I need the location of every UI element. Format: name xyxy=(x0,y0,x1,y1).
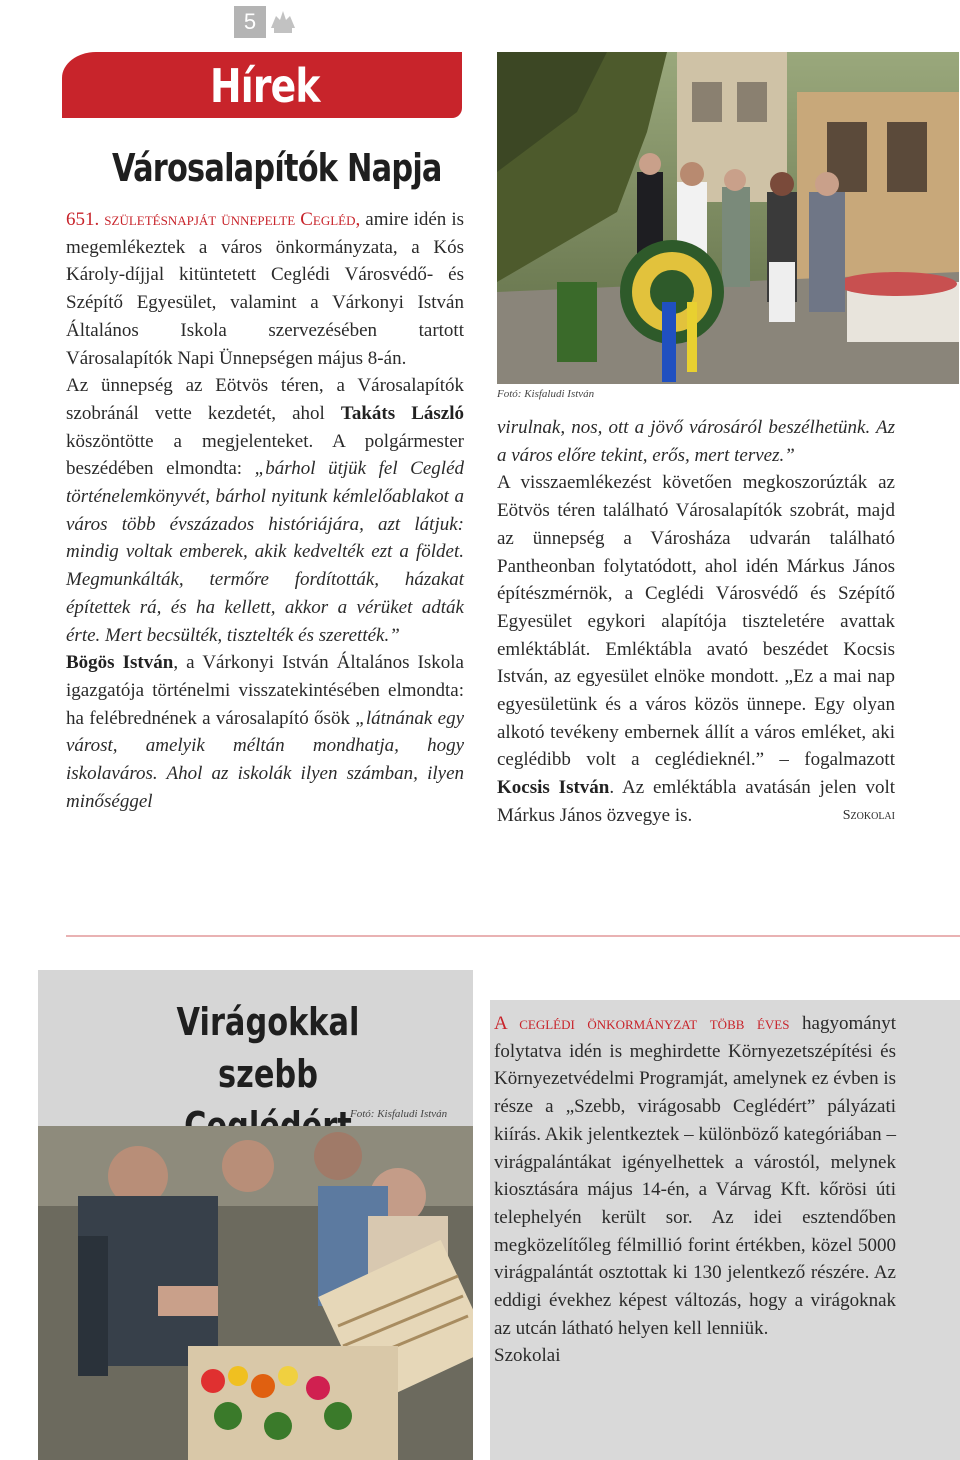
paragraph xyxy=(497,469,895,829)
author-signature: Szokolai xyxy=(842,807,895,823)
city-crest-icon xyxy=(268,8,298,36)
person-name: Bögös István xyxy=(66,652,174,674)
section-title: Hírek xyxy=(210,59,320,113)
paragraph-text: köszöntötte a megjelenteket. A polgármester beszédében elmondta: xyxy=(66,430,464,480)
quote-text: „bárhol ütjük fel Cegléd történelemkönyvét, bárhol nyitunk kémlelőablakot a város több évszázados históriájára, azt látjuk: mindig voltak emberek, akik kedvelték ezt a földet. Megmunkálták, termőre fordították, házakat építettek rá, és ha kellett, akkor a vérüket adták érte. Mert becsülték, tisztelték és szerették.” xyxy=(66,458,465,646)
person-name: Kocsis István xyxy=(497,777,610,799)
lead-caps: A ceglédi önkormányzat több éves xyxy=(494,1013,790,1034)
paragraph-text: hagyományt folytatva idén is meghirdette Környezetszépítési és Környezetvédelmi Programját, amelynek ez évben is része a „Szebb, virágosabb Ceglédért” pályázati kiírás. Akik jelentkeztek – különböző kategóriában – virágpalántákat igényelhettek a várostól, melynek kiosztására május 14-én, a Várvag Kft. kőrösi úti telephelyén került sor. Az idei esztendőben megközelítőleg félmillió forint értékben, közel 5000 virágpalántát osztottak ki 130 jelentkező részére. Az eddigi évekhez képest változás, hogy a virágoknak az utcán látható helyen kell lenniük. xyxy=(494,1013,897,1339)
paragraph xyxy=(66,649,464,815)
paragraph xyxy=(494,1010,896,1342)
paragraph-text: . Az emléktábla avatásán jelen volt Márkus János özvegye is. xyxy=(497,777,895,826)
lead-caps: születésnapját ünnepelte Cegléd, xyxy=(104,209,361,230)
paragraph-text: amire idén is megemlékeztek a város önkormányzata, a Kós Károly-díjjal kitüntetett Ceglédi Városvédő- és Szépítő Egyesület, valamint a Várkonyi István Általános Iskola szervezésében tartott Városalapítók Napi Ünnepségen május 8-án. xyxy=(66,209,465,369)
page-number: 5 xyxy=(234,6,266,38)
section-divider xyxy=(66,935,960,937)
title-line: Virágokkal szebb xyxy=(176,1000,360,1096)
photo-credit: Fotó: Kisfaludi István xyxy=(350,1108,448,1120)
paragraph-text: , a Várkonyi István Általános Iskola igazgatója történelmi visszatekintésében elmondta: ha felébrednének a városalapító ősök xyxy=(66,652,464,729)
article-right-column xyxy=(497,414,895,830)
article-title: Városalapítók Napja xyxy=(112,146,442,190)
paragraph-text: Az ünnepség az Eötvös téren, a Városalapítók szobránál vette kezdetét, ahol xyxy=(66,375,464,424)
photo-credit: Fotó: Kisfaludi István xyxy=(497,388,595,400)
lead-number: 651. xyxy=(66,209,100,230)
article-left-column xyxy=(66,206,464,815)
paragraph-text: A visszaemlékezést követően megkoszorúzták az Eötvös téren található Városalapítók szobrát, majd az ünnepség a Városháza udvarán található Pantheonban folytatódott, ahol idén Márkus János építészmérnök, a Ceglédi Városvédő és Szépítő Egyesület egykori alapítója tiszteletére avattak emléktáblát. Emléktábla avató beszédet Kocsis István, az egyesület elnöke mondott. „Ez a mai nap egyesületünk és a város közös ünnepe. Egy olyan alkotó tevékeny embernek állít a város emléket, aki ceglédibb volt a ceglédieknél.” – fogalmazott xyxy=(497,472,895,771)
person-name: Takáts László xyxy=(340,402,464,424)
paragraph xyxy=(497,414,895,469)
paragraph xyxy=(66,372,464,649)
flower-distribution-photo xyxy=(38,1126,473,1460)
ceremony-photo xyxy=(497,52,959,384)
quote-text: „látnának egy várost, amelyik méltán mondhatja, hogy iskolaváros. Ahol az iskolák ilyen számban, ilyen minőséggel xyxy=(66,707,464,812)
article2-body xyxy=(494,1010,896,1370)
quote-text: virulnak, nos, ott a jövő városáról beszélhetünk. Az a város előre tekint, erős, mert tervez.” xyxy=(497,417,895,466)
lead-paragraph xyxy=(66,206,464,372)
page-number-badge xyxy=(234,6,304,38)
author-signature: Szokolai xyxy=(494,1345,561,1367)
